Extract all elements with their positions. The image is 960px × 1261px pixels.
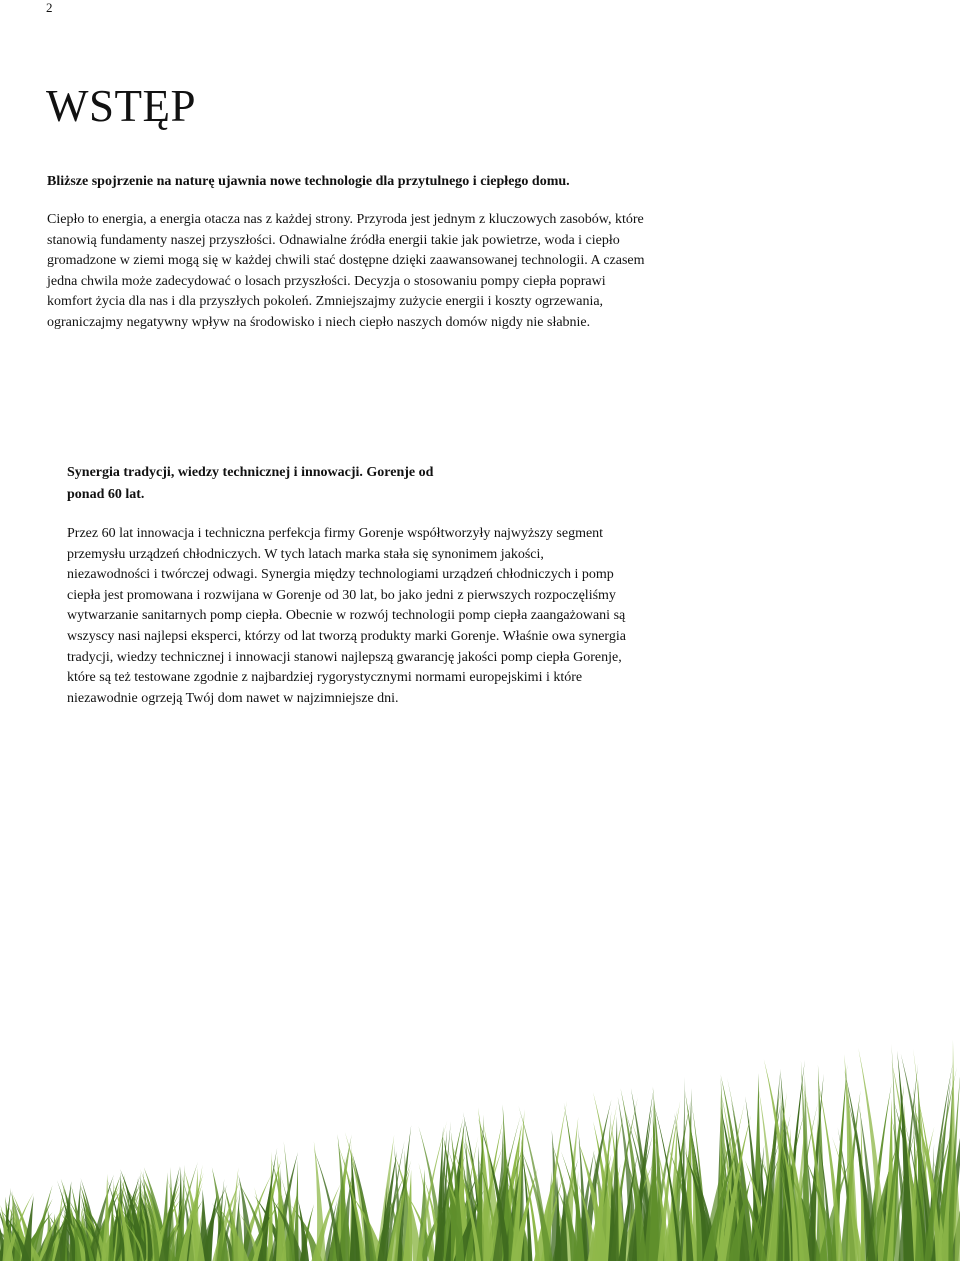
grass-blades: [0, 1040, 960, 1261]
intro-paragraph: Ciepło to energia, a energia otacza nas z każdej strony. Przyroda jest jednym z kluczowych zasobów, które stanowią fundamenty naszej przyszłości. Odnawialne źródła energii takie jak powietrze, woda i ciepło gromadzone w ziemi mogą się w każdej chwili stać dostępne dzięki zaawansowanej technologii. A czasem jedna chwila może zadecydować o losach przyszłości. Decyzja o stosowaniu pompy ciepła poprawi komfort życia dla nas i dla przyszłych pokoleń. Zmniejszajmy zużycie energii i koszty ogrzewania, ograniczajmy negatywny wpływ na środowisko i niech ciepło naszych domów nigdy nie słabnie.: [47, 212, 645, 330]
grass-blade: [101, 1174, 109, 1261]
page-number: 2: [46, 0, 53, 15]
section-paragraph: Przez 60 lat innowacja i techniczna perfekcja firmy Gorenje współtworzyły najwyższy segment przemysłu urządzeń chłodniczych. W tych latach marka stała się synonimem jakości, niezawodności i twórczej odwagi. Synergia między technologiami urządzeń chłodniczych i pomp ciepła jest promowana i rozwijana w Gorenje od 30 lat, bo jako jedni z pierwszych rozpoczęliśmy wytwarzanie sanitarnych pomp ciepła. Obecnie w rozwój technologii pomp ciepła zaangażowani są wszyscy nasi najlepsi eksperci, którzy od lat tworzą produkty marki Gorenje. Właśnie owa synergia tradycji, wiedzy technicznej i innowacji stanowi najlepszą gwarancję jakości pomp ciepła Gorenje, które są też testowane zgodnie z najbardziej rygorystycznymi normami europejskimi i które niezawodnie ogrzeją Twój dom nawet w najzimniejsze dni.: [67, 526, 626, 706]
intro-lead: Bliższe spojrzenie na naturę ujawnia nowe technologie dla przytulnego i ciepłego domu.: [47, 174, 570, 189]
section-heading: Synergia tradycji, wiedzy technicznej i innowacji. Gorenje od ponad 60 lat.: [67, 465, 434, 502]
page-title: WSTĘP: [46, 81, 197, 131]
grass-blade: [314, 1141, 326, 1261]
grass-blade: [897, 1051, 914, 1261]
grass-image: [0, 1000, 960, 1261]
